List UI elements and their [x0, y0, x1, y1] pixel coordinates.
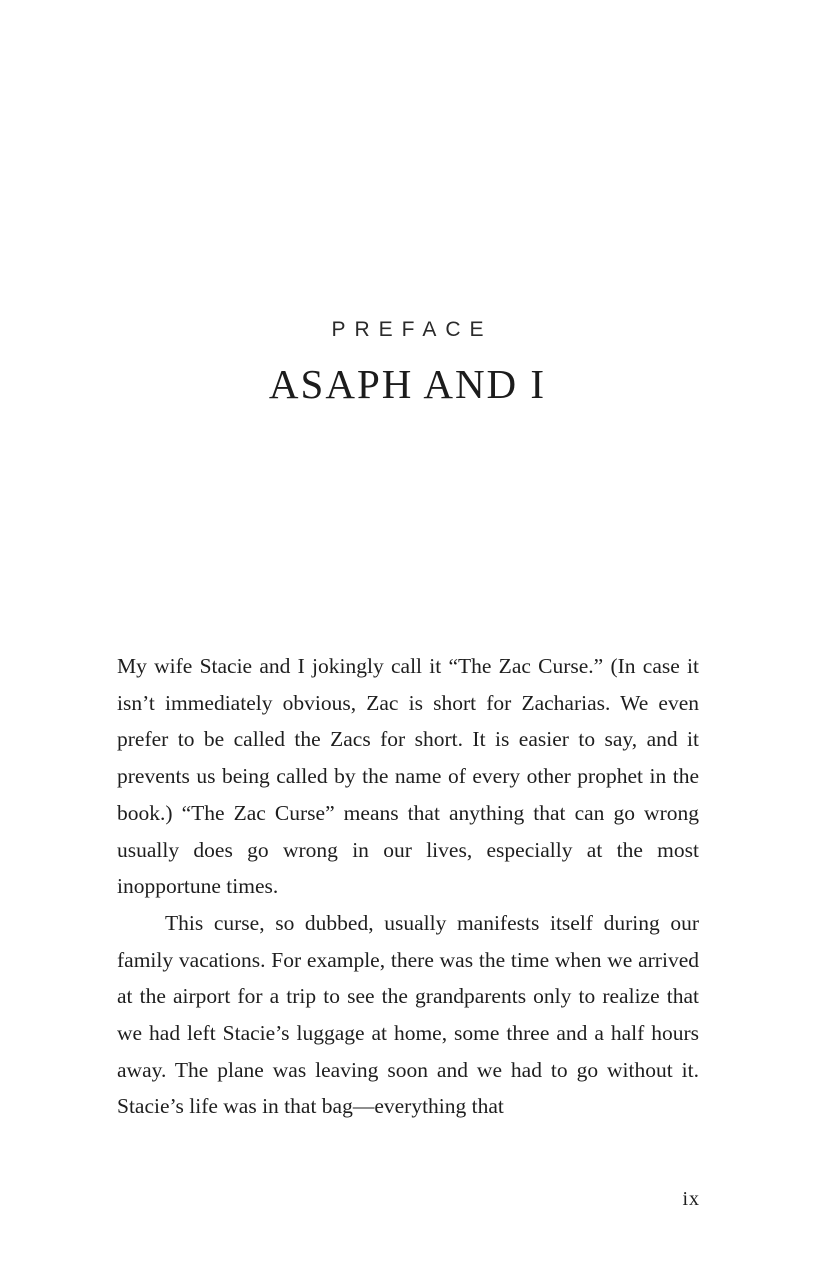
preface-label: PREFACE	[331, 318, 493, 341]
chapter-title: ASAPH AND I	[268, 361, 547, 407]
body-text	[117, 648, 699, 1125]
paragraph-2: This curse, so dubbed, usually manifests itself during our family vacations. For example, there was the time when we arrived at the airport for a trip to see the grandparents only to realize that we had left Stacie’s luggage at home, some three and a half hours away. The plane was leaving soon and we had to go without it. Stacie’s life was in that bag—everything that	[117, 910, 699, 1119]
page-number: ix	[682, 1188, 700, 1210]
paragraph-1: My wife Stacie and I jokingly call it “The Zac Curse.” (In case it isn’t immediately obvious, Zac is short for Zacharias. We even prefer to be called the Zacs for short. It is easier to say, and it prevents us being called by the name of every other prophet in the book.) “The Zac Curse” means that anything that can go wrong usually does go wrong in our lives, especially at the most inopportune times.	[117, 654, 699, 899]
